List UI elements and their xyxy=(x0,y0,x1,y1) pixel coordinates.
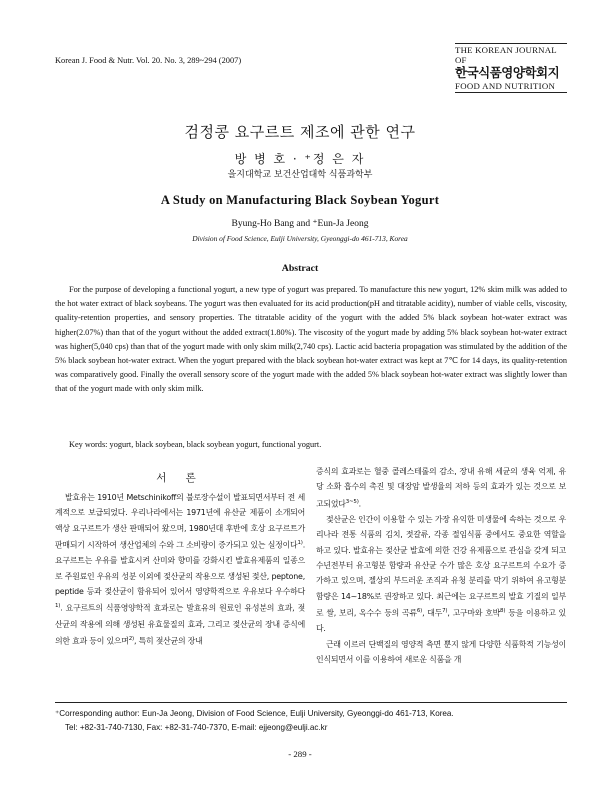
abstract-body: For the purpose of developing a functional yogurt, a new type of yogurt was prepared. To manufacture this new yogurt, 12% skim milk was added to the hot water extract of black soybeans. The yogurt was then evaluated for its acid production(pH and titratable acidity), number of viable cells, viscosity, quality-retention properties, and sensory properties. The titratable acidity of the yogurt with the added 5% black soybean hot-water extract was higher(2.07%) than that of the yogurt without the added extract(1.80%). The viscosity of the yogurt made by adding 5% black soybean hot-water extract was higher(5,040 cps) than that of the yogurt made with only skim milk(2,740 cps). Lactic acid bacteria propagation was stimulated by the addition of the 5% black soybean hot-water extract. When the yogurt prepared with the black soybean hot-water extract was kept at 7℃ for 14 days, its quality-retention was comparatively good. Finally the overall sensory score of the yogurt made with the added 5% black soybean hot-water extract was slightly lower than that of the yogurt made with only skim milk. xyxy=(55,285,567,394)
page-number: - 289 - xyxy=(288,749,312,759)
title-english: A Study on Manufacturing Black Soybean Yogurt xyxy=(160,193,440,207)
logo-top-rule xyxy=(455,43,567,44)
reference-marker: 1) xyxy=(297,540,303,547)
text-run: . xyxy=(358,499,361,509)
text-run: 발효유는 1910년 Metschinikoff의 불로장수설이 발표되면서부터 전 세계적으로 보급되었다. 우리나라에서는 1971년에 유산균 제품이 소개되어 액상 요구르트가 생산 판매되어 왔으며, 1980년대 후반에 호상 요구르트가 판매되기 시작하여 생산업체의 수와 그 소비량이 증가되고 있는 실정이다 xyxy=(55,493,305,550)
journal-name-en-bottom: FOOD AND NUTRITION xyxy=(455,81,567,93)
text-run: . 요구르트는 우유를 발효시켜 산미와 향미를 강화시킨 발효유제품의 일종으로 주원료인 우유의 성분 이외에 젖산균의 작용으로 생성된 젖산, peptone, peptide 등과 젖산균이 함유되어 있어서 영양학적으로 우유보다 우수하다 xyxy=(55,540,305,597)
text-run: , 대두 xyxy=(422,608,443,618)
reference-marker: 3~5) xyxy=(345,498,359,505)
text-run: 등을 이용하고 있다. xyxy=(316,608,566,634)
reference-marker: 8) xyxy=(500,608,506,615)
right-column xyxy=(316,464,566,668)
text-run: , 특히 젖산균의 장내 xyxy=(133,636,203,646)
title-korean: 검정콩 요구르트 제조에 관한 연구 xyxy=(184,123,416,141)
footnote-rule xyxy=(55,702,567,703)
paragraph: 근래 이르러 단백질의 영양적 측면 뿐지 않게 다양한 식품학적 기능성이 인식되면서 이를 이용하여 새로운 식품을 개 xyxy=(316,639,566,665)
affiliation-korean: 을지대학교 보건산업대학 식품과학부 xyxy=(227,170,373,180)
reference-marker: 1) xyxy=(55,603,61,610)
footnote xyxy=(55,707,454,734)
affiliation-english: Division of Food Science, Eulji University, Gyeonggi-do 461-713, Korea xyxy=(192,234,408,243)
reference-marker: 7) xyxy=(442,608,448,615)
reference-marker: 2) xyxy=(128,635,134,642)
reference-marker: 6) xyxy=(416,608,423,615)
text-run: . 요구르트의 식품영양학적 효과로는 발효유의 원료인 유성분의 효과, 젖산균의 작용에 의해 생성된 유효물질의 효과, 그리고 젖산균의 장내 증식에 의한 효과 등이 있으며 xyxy=(55,604,305,646)
journal-citation: Korean J. Food & Nutr. Vol. 20. No. 3, 289~294 (2007) xyxy=(55,56,242,65)
left-column xyxy=(55,490,305,649)
text-run: , 고구마와 호박 xyxy=(447,608,501,618)
journal-name-ko: 한국식품영양학회지 xyxy=(455,65,560,80)
journal-logo xyxy=(455,43,567,93)
keywords: Key words: yogurt, black soybean, black soybean yogurt, functional yogurt. xyxy=(69,440,322,449)
footnote-line: ⁺Corresponding author: Eun-Ja Jeong, Division of Food Science, Eulji University, Gyeonggi-do 461-713, Korea. xyxy=(55,709,454,718)
text-run: 증식의 효과로는 혈중 콜레스테롤의 감소, 장내 유해 세균의 생육 억제, 유당 소화 흡수의 촉진 및 대장암 발생율의 저하 등의 효과가 있는 것으로 보고되었다 xyxy=(316,467,566,509)
text-run: 젖산균은 인간이 이용할 수 있는 가장 유익한 미생물에 속하는 것으로 우리나라 전통 식품의 김치, 젓갈류, 각종 절임식품 중에서도 중요한 역할을 하고 있다. 발효유는 젖산균 발효에 의한 건강 유제품으로 관심을 갖게 되고 수년전부터 유고형분 함량과 유산균 수가 많은 호상 요구르트의 수요가 증가하고 있으며, 젤상의 부드러운 조직과 유청 분리를 막기 위하여 유고형분 함량은 14~18%로 권장하고 있다. 최근에는 요구르트의 발효 기질의 일부로 쌀, 보리, 옥수수 등의 곡류 xyxy=(316,514,566,618)
footnote-line: Tel: +82-31-740-7130, Fax: +82-31-740-7370, E-mail: ejjeong@eulji.ac.kr xyxy=(65,722,328,732)
authors-english: Byung-Ho Bang and ⁺Eun-Ja Jeong xyxy=(231,219,369,229)
abstract-heading: Abstract xyxy=(281,263,319,274)
authors-korean: 방 병 호 · ⁺정 은 자 xyxy=(234,152,366,166)
paragraph xyxy=(316,464,566,512)
paragraph xyxy=(316,512,566,637)
paragraph xyxy=(55,490,305,649)
journal-name-en-top: THE KOREAN JOURNAL OF xyxy=(455,45,557,65)
section-heading-introduction: 서 론 xyxy=(156,472,204,484)
